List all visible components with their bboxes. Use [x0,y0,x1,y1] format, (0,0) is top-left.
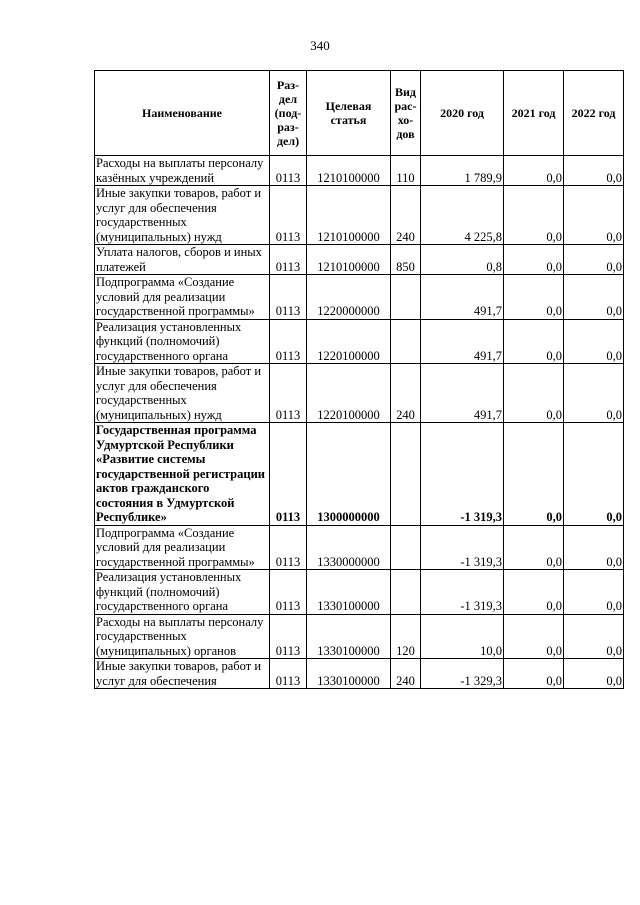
cell-target: 1300000000 [307,423,391,526]
cell-name: Иные закупки товаров, работ и услуг для обеспечения [95,659,270,689]
cell-target: 1330100000 [307,659,391,689]
cell-section: 0113 [270,245,307,275]
cell-name: Расходы на выплаты персоналу государственных (муниципальных) органов [95,614,270,659]
cell-2021: 0,0 [504,423,564,526]
cell-name: Подпрограмма «Создание условий для реализации государственной программы» [95,275,270,320]
cell-name: Реализация установленных функций (полномочий) государственного органа [95,570,270,615]
cell-expense-type [391,423,421,526]
cell-target: 1210100000 [307,186,391,245]
table-row [95,319,624,364]
cell-2022: 0,0 [564,364,624,423]
cell-2021: 0,0 [504,614,564,659]
cell-section: 0113 [270,570,307,615]
cell-2021: 0,0 [504,186,564,245]
cell-expense-type: 240 [391,186,421,245]
cell-name: Подпрограмма «Создание условий для реализации государственной программы» [95,525,270,570]
header-2020: 2020 год [421,71,504,156]
header-2021: 2021 год [504,71,564,156]
cell-2020: 10,0 [421,614,504,659]
cell-expense-type: 850 [391,245,421,275]
cell-2022: 0,0 [564,570,624,615]
cell-2021: 0,0 [504,364,564,423]
cell-2020: 1 789,9 [421,156,504,186]
cell-target: 1210100000 [307,245,391,275]
cell-2021: 0,0 [504,275,564,320]
cell-2021: 0,0 [504,525,564,570]
table-row [95,186,624,245]
table-header-row [95,71,624,156]
cell-2022: 0,0 [564,275,624,320]
cell-name: Государственная программа Удмуртской Республики «Развитие системы государственной регистрации актов гражданского состояния в Удмуртской Республике» [95,423,270,526]
cell-2021: 0,0 [504,156,564,186]
cell-section: 0113 [270,423,307,526]
cell-2020: -1 319,3 [421,570,504,615]
cell-section: 0113 [270,614,307,659]
cell-2020: 491,7 [421,364,504,423]
table-row [95,525,624,570]
cell-2022: 0,0 [564,659,624,689]
cell-2022: 0,0 [564,186,624,245]
table-row [95,364,624,423]
cell-target: 1220000000 [307,275,391,320]
header-2022: 2022 год [564,71,624,156]
cell-2020: 0,8 [421,245,504,275]
cell-target: 1330100000 [307,614,391,659]
cell-target: 1220100000 [307,364,391,423]
cell-2020: -1 329,3 [421,659,504,689]
cell-section: 0113 [270,275,307,320]
cell-expense-type: 110 [391,156,421,186]
table-row [95,275,624,320]
cell-section: 0113 [270,364,307,423]
table-row [95,570,624,615]
cell-2022: 0,0 [564,423,624,526]
cell-2022: 0,0 [564,319,624,364]
cell-section: 0113 [270,659,307,689]
cell-name: Иные закупки товаров, работ и услуг для обеспечения государственных (муниципальных) нужд [95,364,270,423]
cell-name: Реализация установленных функций (полномочий) государственного органа [95,319,270,364]
cell-expense-type: 120 [391,614,421,659]
header-section: Раз- дел (под- раз- дел) [270,71,307,156]
table-row [95,423,624,526]
cell-section: 0113 [270,186,307,245]
cell-2021: 0,0 [504,570,564,615]
budget-table [94,70,624,689]
cell-name: Уплата налогов, сборов и иных платежей [95,245,270,275]
cell-2020: 4 225,8 [421,186,504,245]
cell-target: 1220100000 [307,319,391,364]
cell-expense-type: 240 [391,364,421,423]
cell-2020: -1 319,3 [421,525,504,570]
cell-expense-type [391,525,421,570]
header-target: Целевая статья [307,71,391,156]
cell-2022: 0,0 [564,245,624,275]
header-name: Наименование [95,71,270,156]
cell-expense-type [391,275,421,320]
page-number: 340 [310,38,330,53]
cell-name: Иные закупки товаров, работ и услуг для обеспечения государственных (муниципальных) нужд [95,186,270,245]
cell-2020: 491,7 [421,275,504,320]
cell-2020: -1 319,3 [421,423,504,526]
cell-target: 1330000000 [307,525,391,570]
cell-2021: 0,0 [504,319,564,364]
cell-target: 1330100000 [307,570,391,615]
cell-2022: 0,0 [564,614,624,659]
cell-section: 0113 [270,319,307,364]
cell-expense-type [391,570,421,615]
table-body [95,156,624,689]
cell-2021: 0,0 [504,245,564,275]
table-row [95,659,624,689]
cell-expense-type [391,319,421,364]
cell-2020: 491,7 [421,319,504,364]
table-row [95,614,624,659]
cell-expense-type: 240 [391,659,421,689]
table-row [95,245,624,275]
header-expense-type: Вид рас- хо- дов [391,71,421,156]
cell-2021: 0,0 [504,659,564,689]
cell-target: 1210100000 [307,156,391,186]
cell-section: 0113 [270,525,307,570]
cell-2022: 0,0 [564,156,624,186]
cell-section: 0113 [270,156,307,186]
cell-2022: 0,0 [564,525,624,570]
table-row [95,156,624,186]
cell-name: Расходы на выплаты персоналу казённых учреждений [95,156,270,186]
